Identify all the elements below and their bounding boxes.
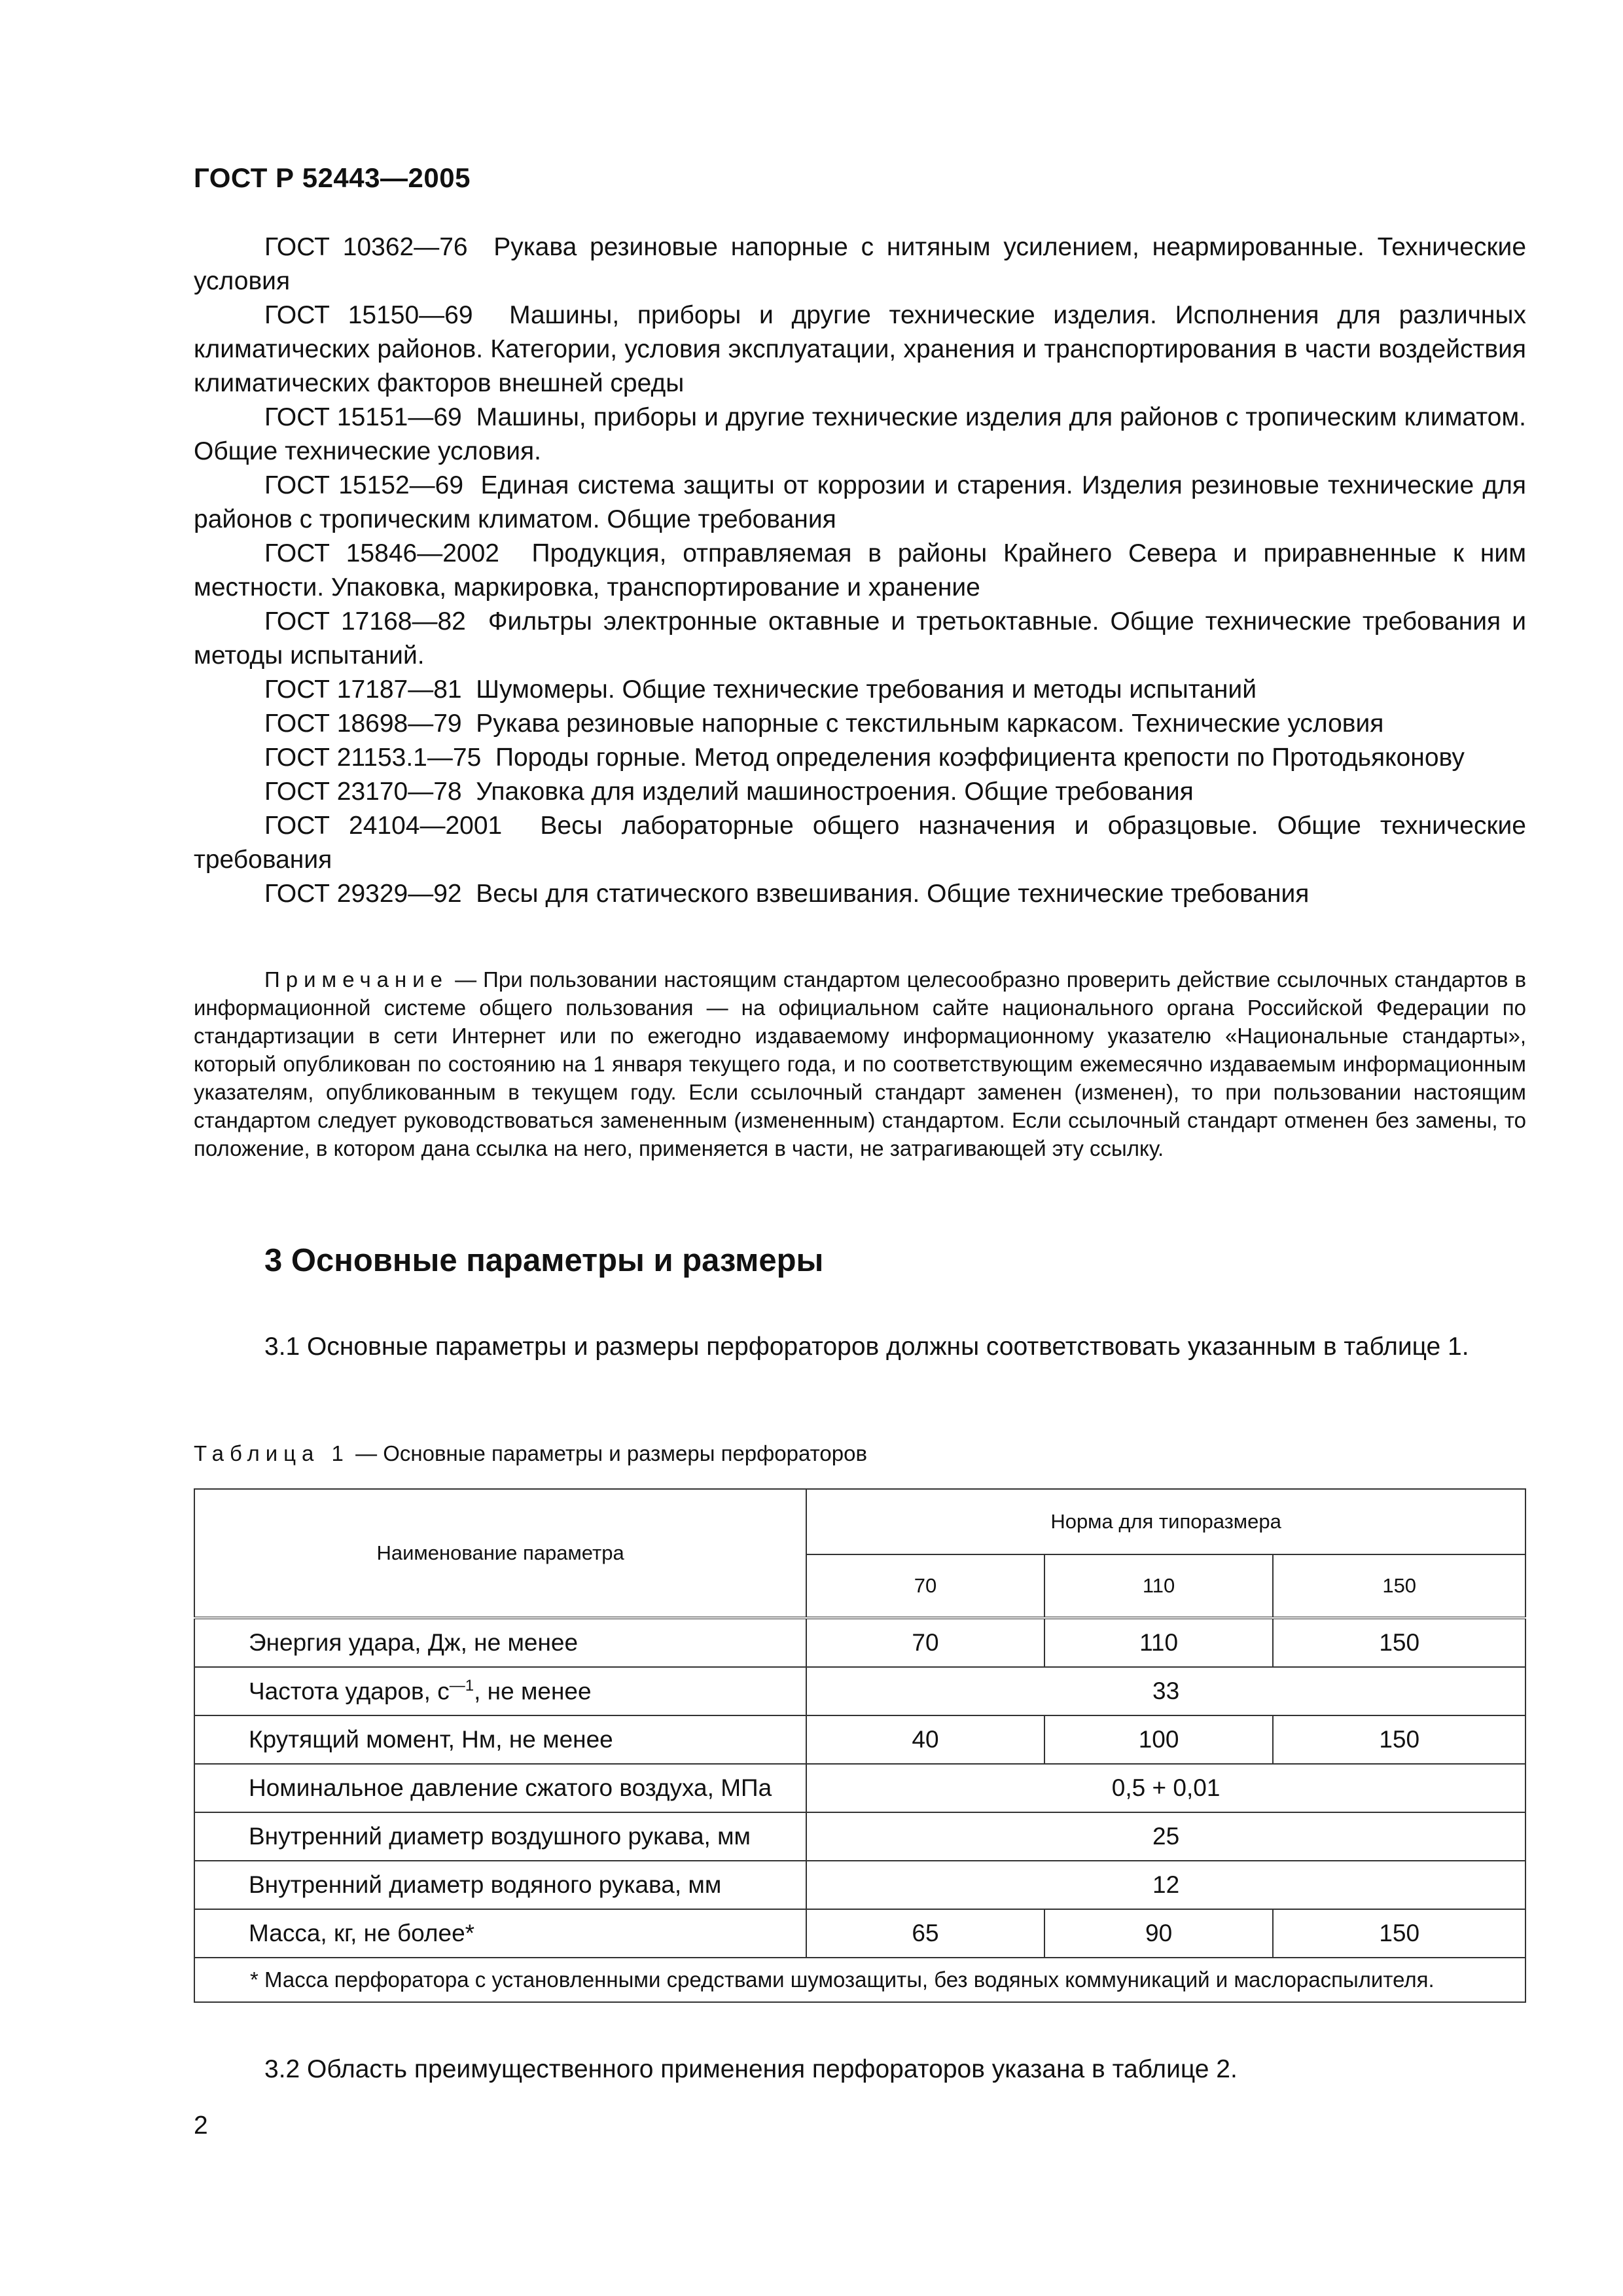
table-row	[194, 1764, 1525, 1812]
reference-title: Единая система защиты от коррозии и старения. Изделия резиновые технические для районов с тропическим климатом. Общие требования	[194, 471, 1527, 533]
table-caption-text: — Основные параметры и размеры перфораторов	[355, 1441, 867, 1465]
column-header-parameter: Наименование параметра	[194, 1489, 806, 1618]
row-label: Энергия удара, Дж, не менее	[194, 1618, 806, 1667]
reference-title: Продукция, отправляемая в районы Крайнего Севера и приравненные к ним местности. Упаковка, маркировка, транспортирование и хранение	[194, 539, 1527, 601]
reference-title: Упаковка для изделий машиностроения. Общие требования	[476, 778, 1194, 806]
reference-item	[194, 809, 1526, 877]
cell-value: 90	[1044, 1909, 1274, 1958]
cell-value: 25	[806, 1812, 1525, 1861]
reference-item	[194, 469, 1526, 537]
cell-value: 40	[806, 1715, 1044, 1764]
reference-code: ГОСТ 17187—81	[264, 675, 462, 704]
reference-code: ГОСТ 10362—76	[264, 233, 468, 261]
reference-item	[194, 877, 1526, 911]
reference-code: ГОСТ 24104—2001	[264, 812, 503, 840]
size-header: 150	[1273, 1554, 1525, 1618]
paragraph-3-1: 3.1 Основные параметры и размеры перфораторов должны соответствовать указанным в таблице 1.	[264, 1333, 1469, 1361]
table-row	[194, 1667, 1525, 1715]
cell-value: 65	[806, 1909, 1044, 1958]
reference-item	[194, 775, 1526, 809]
table-caption-label: Таблица 1	[194, 1441, 349, 1465]
table-row	[194, 1909, 1525, 1958]
table-footnote: * Масса перфоратора с установленными средствами шумозащиты, без водяных коммуникаций и маслораспылителя.	[194, 1958, 1525, 2002]
reference-code: ГОСТ 18698—79	[264, 709, 462, 738]
parameters-table	[194, 1488, 1526, 2003]
cell-value: 150	[1273, 1618, 1525, 1667]
page-number: 2	[194, 2111, 208, 2140]
reference-code: ГОСТ 15152—69	[264, 471, 464, 499]
reference-title: Рукава резиновые напорные с текстильным каркасом. Технические условия	[476, 709, 1384, 738]
reference-title: Машины, приборы и другие технические изделия. Исполнения для различных климатических районов. Категории, условия эксплуатации, хранения и транспортирования в части воздействия климатических факторов внешней среды	[194, 301, 1526, 397]
cell-value: 110	[1044, 1618, 1274, 1667]
note-label: Примечание	[264, 967, 449, 992]
row-label: Масса, кг, не более*	[194, 1909, 806, 1958]
cell-value: 0,5 + 0,01	[806, 1764, 1525, 1812]
cell-value: 150	[1273, 1715, 1525, 1764]
size-header: 70	[806, 1554, 1044, 1618]
reference-item	[194, 230, 1526, 298]
reference-title: Машины, приборы и другие технические изделия для районов с тропическим климатом. Общие технические условия.	[194, 403, 1527, 465]
section-title: 3 Основные параметры и размеры	[264, 1243, 824, 1278]
references-list	[194, 230, 1526, 911]
reference-title: Фильтры электронные октавные и третьоктавные. Общие технические требования и методы испытаний.	[194, 607, 1526, 670]
row-label: Крутящий момент, Нм, не менее	[194, 1715, 806, 1764]
row-label: Номинальное давление сжатого воздуха, МПа	[194, 1764, 806, 1812]
reference-title: Шумомеры. Общие технические требования и методы испытаний	[476, 675, 1257, 704]
table-caption	[194, 1441, 867, 1466]
reference-code: ГОСТ 15846—2002	[264, 539, 499, 567]
cell-value: 150	[1273, 1909, 1525, 1958]
reference-item	[194, 707, 1526, 741]
row-label-superscript: —1	[449, 1677, 474, 1695]
cell-value: 33	[806, 1667, 1525, 1715]
cell-value: 100	[1044, 1715, 1274, 1764]
reference-code: ГОСТ 29329—92	[264, 880, 462, 908]
row-label: Внутренний диаметр водяного рукава, мм	[194, 1861, 806, 1909]
column-header-norm: Норма для типоразмера	[806, 1489, 1525, 1554]
note-paragraph	[194, 965, 1526, 1162]
reference-item	[194, 741, 1526, 775]
cell-value: 12	[806, 1861, 1525, 1909]
paragraph-3-2: 3.2 Область преимущественного применения перфораторов указана в таблице 2.	[264, 2055, 1238, 2083]
row-label-text: , не менее	[474, 1677, 592, 1705]
table-row	[194, 1715, 1525, 1764]
reference-item	[194, 537, 1526, 605]
reference-item	[194, 605, 1526, 673]
size-header: 110	[1044, 1554, 1274, 1618]
note-text: — При пользовании настоящим стандартом целесообразно проверить действие ссылочных стандартов в информационной системе общего пользования — на официальном сайте национального органа Российской Федерации по стандартизации в сети Интернет или по ежегодно издаваемому информационному указателю «Национальные стандарты», который опубликован по состоянию на 1 января текущего года, и по соответствующим ежемесячно издаваемым информационным указателям, опубликованным в текущем году. Если ссылочный стандарт заменен (изменен), то при пользовании настоящим стандартом следует руководствоваться замененным (измененным) стандартом. Если ссылочный стандарт отменен без замены, то положение, в котором дана ссылка на него, применяется в части, не затрагивающей эту ссылку.	[194, 967, 1526, 1160]
reference-title: Весы лабораторные общего назначения и образцовые. Общие технические требования	[194, 812, 1527, 874]
reference-code: ГОСТ 17168—82	[264, 607, 466, 636]
reference-title: Породы горные. Метод определения коэффициента крепости по Протодьяконову	[495, 744, 1465, 772]
reference-code: ГОСТ 21153.1—75	[264, 744, 482, 772]
cell-value: 70	[806, 1618, 1044, 1667]
row-label	[194, 1667, 806, 1715]
table-footnote-row	[194, 1958, 1525, 2002]
reference-code: ГОСТ 15150—69	[264, 301, 473, 329]
table-row	[194, 1812, 1525, 1861]
reference-code: ГОСТ 23170—78	[264, 778, 462, 806]
reference-item	[194, 673, 1526, 707]
table-row	[194, 1618, 1525, 1667]
reference-title: Весы для статического взвешивания. Общие технические требования	[476, 880, 1310, 908]
document-header: ГОСТ Р 52443—2005	[194, 162, 471, 193]
row-label-text: Частота ударов, с	[249, 1677, 450, 1705]
reference-item	[194, 401, 1526, 469]
reference-code: ГОСТ 15151—69	[264, 403, 462, 431]
row-label: Внутренний диаметр воздушного рукава, мм	[194, 1812, 806, 1861]
reference-title: Рукава резиновые напорные с нитяным усилением, неармированные. Технические условия	[194, 233, 1527, 295]
table-row	[194, 1861, 1525, 1909]
reference-item	[194, 298, 1526, 401]
